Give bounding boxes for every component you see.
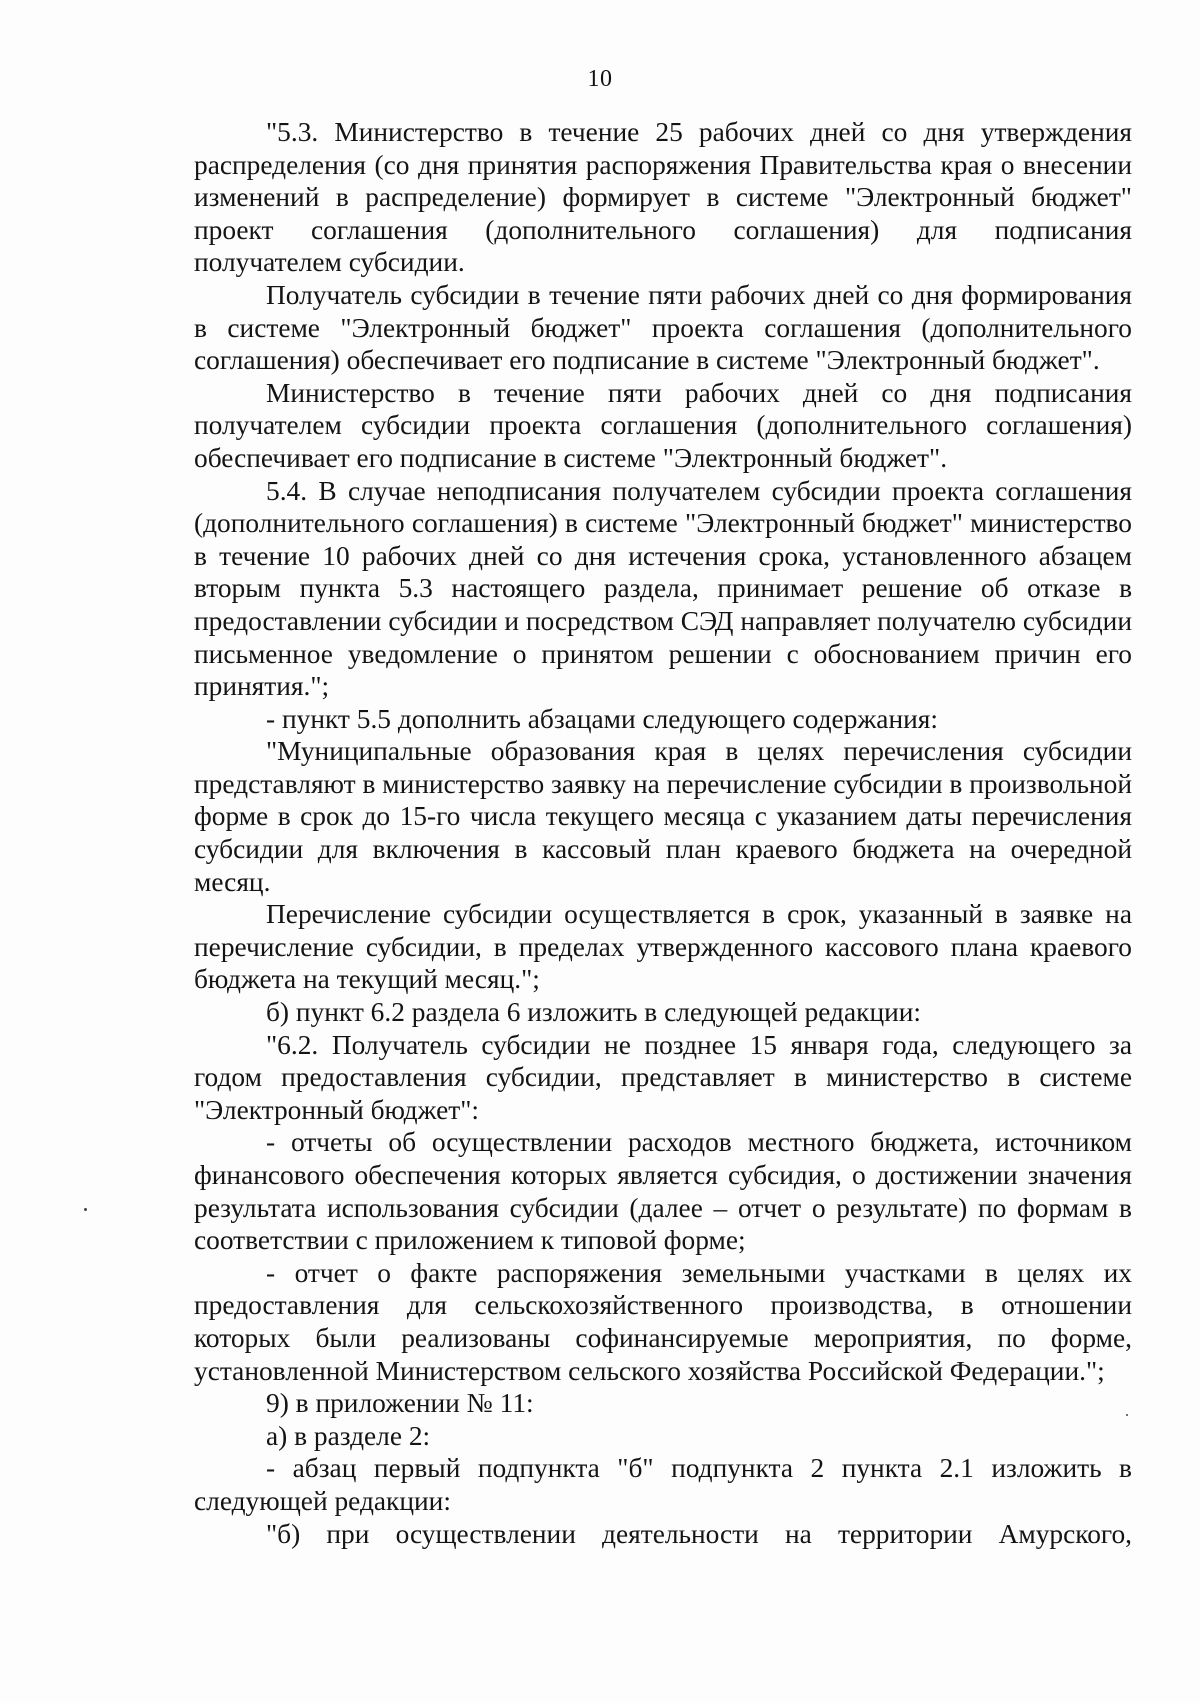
document-body — [194, 116, 1132, 1550]
paragraph-ministry-signing: Министерство в течение пяти рабочих дней со дня подписания получателем субсидии проекта соглашения (дополнительного соглашения) обеспечивает его подписание в системе "Электронный бюджет". — [194, 377, 1132, 473]
page-number: 10 — [587, 66, 613, 92]
paragraph-section-2: а) в разделе 2: — [266, 1420, 431, 1451]
scan-speck — [1126, 1414, 1128, 1416]
paragraph-reports: - отчеты об осуществлении расходов местного бюджета, источником финансового обеспечения которых является субсидия, о достижении значения результата использования субсидии (далее – отчет о результате) по формам в соответствии с приложением к типовой форме; — [194, 1127, 1132, 1256]
paragraph-amur: "б) при осуществлении деятельности на территории Амурского, — [266, 1518, 1132, 1549]
paragraph-appendix-11: 9) в приложении № 11: — [266, 1388, 534, 1419]
paragraph-5-4: 5.4. В случае неподписания получателем субсидии проекта соглашения (дополнительного соглашения) в системе "Электронный бюджет" министерство в течение 10 рабочих дней со дня истечения срока, установленного абзацем вторым пункта 5.3 настоящего раздела, принимает решение об отказе в предоставлении субсидии и посредством СЭД направляет получателю субсидии письменное уведомление о принятом решении с обоснованием причин его принятия."; — [194, 475, 1132, 702]
paragraph-subitem-b: - абзац первый подпункта "б" подпункта 2 пункта 2.1 изложить в следующей редакции: — [194, 1453, 1132, 1516]
paragraph-municipal-request: "Муниципальные образования края в целях перечисления субсидии представляют в министерство заявку на перечисление субсидии в произвольной форме в срок до 15-го числа текущего месяца с указанием даты перечисления субсидии для включения в кассовый план краевого бюджета на очередной месяц. — [194, 736, 1132, 897]
paragraph-recipient-signing: Получатель субсидии в течение пяти рабочих дней со дня формирования в системе "Электронный бюджет" проекта соглашения (дополнительного соглашения) обеспечивает его подписание в системе "Электронный бюджет". — [194, 279, 1132, 376]
paragraph-land-report: - отчет о факте распоряжения земельными участками в целях их предоставления для сельскохозяйственного производства, в отношении которых были реализованы софинансируемые мероприятия, по форме, установленной Министерством сельского хозяйства Российской Федерации."; — [194, 1257, 1132, 1386]
paragraph-6-2-amend: б) пункт 6.2 раздела 6 изложить в следующей редакции: — [266, 997, 922, 1028]
paragraph-6-2: "6.2. Получатель субсидии не позднее 15 января года, следующего за годом предоставления субсидии, представляет в министерство в системе "Электронный бюджет": — [194, 1029, 1132, 1125]
paragraph-5-5-amend: - пункт 5.5 дополнить абзацами следующего содержания: — [266, 703, 938, 734]
scan-speck — [84, 1208, 87, 1211]
paragraph-transfer: Перечисление субсидии осуществляется в срок, указанный в заявке на перечисление субсидии, в пределах утвержденного кассового плана краевого бюджета на текущий месяц."; — [194, 899, 1132, 995]
paragraph-5-3: "5.3. Министерство в течение 25 рабочих дней со дня утверждения распределения (со дня принятия распоряжения Правительства края о внесении изменений в распределение) формирует в системе "Электронный бюджет" проект соглашения (дополнительного соглашения) для подписания получателем субсидии. — [194, 117, 1132, 278]
